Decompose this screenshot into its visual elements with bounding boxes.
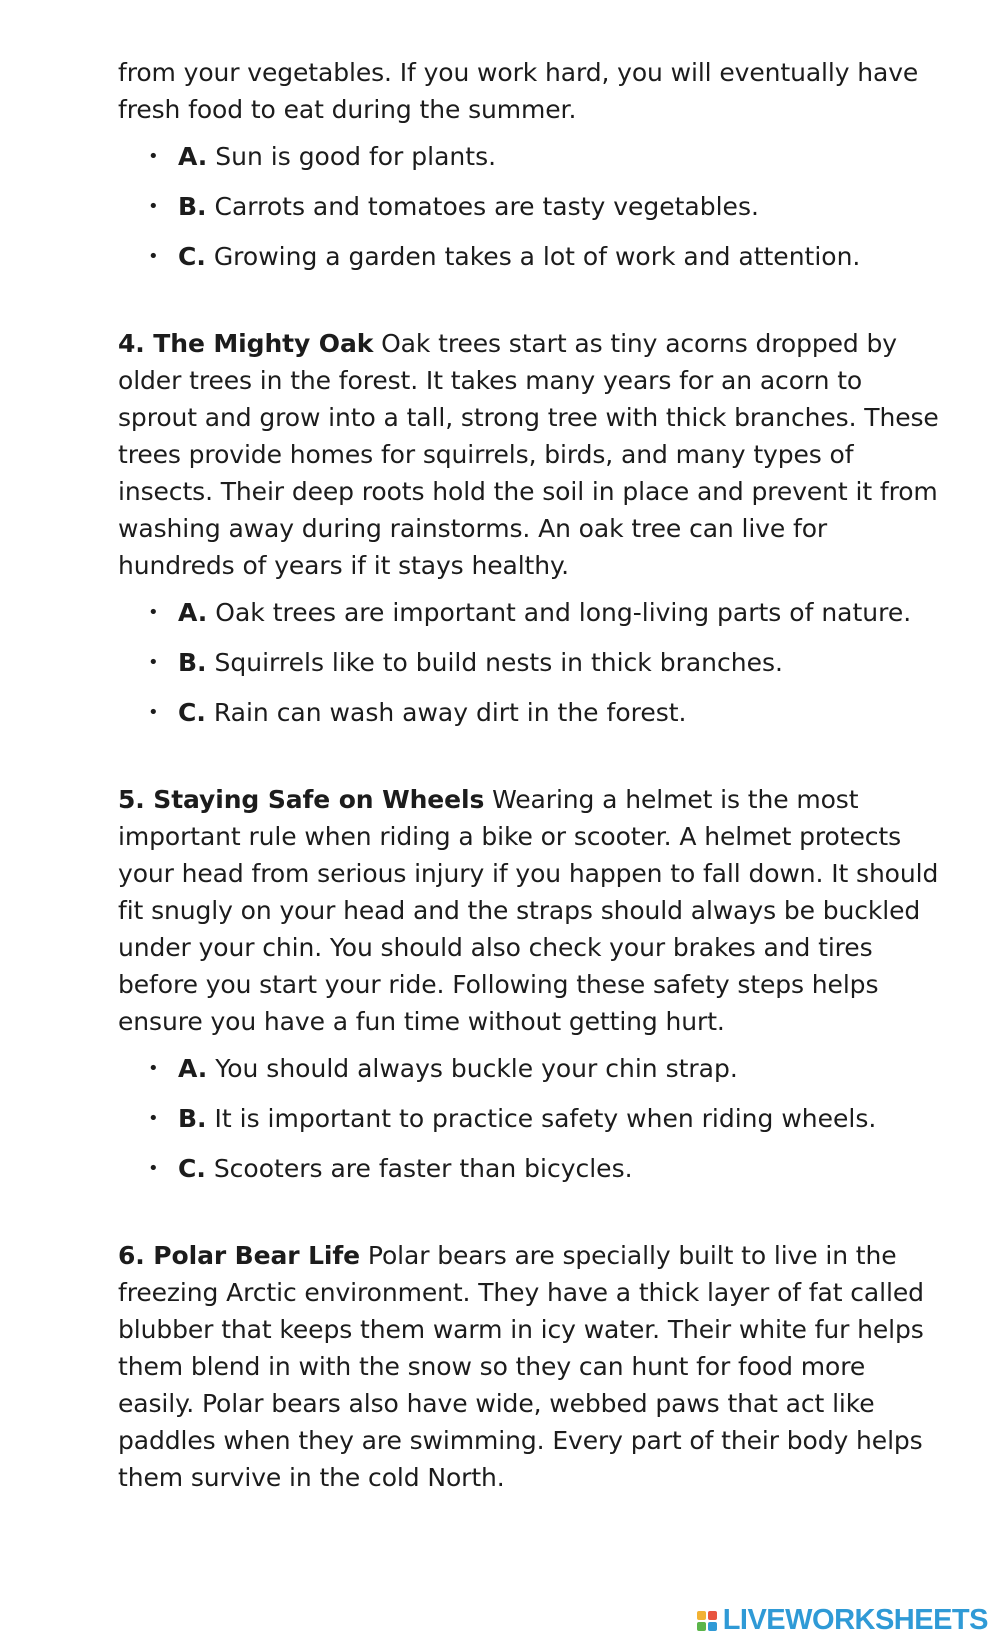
option-text: Scooters are faster than bicycles. (213, 1154, 633, 1183)
option-letter: A. (178, 142, 208, 171)
option-text: Carrots and tomatoes are tasty vegetables. (214, 192, 759, 221)
answer-option-a[interactable] (118, 1050, 948, 1087)
option-letter: C. (178, 698, 206, 727)
bullet-icon: • (148, 652, 159, 673)
answer-option-b[interactable] (118, 1100, 948, 1137)
answer-option-c[interactable] (118, 238, 948, 275)
answer-option-a[interactable] (118, 594, 948, 631)
logo-square-icon (697, 1611, 706, 1620)
option-text: You should always buckle your chin strap. (215, 1054, 738, 1083)
answer-option-c[interactable] (118, 1150, 948, 1187)
logo-square-icon (708, 1611, 717, 1620)
option-letter: A. (178, 1054, 208, 1083)
option-text: It is important to practice safety when riding wheels. (214, 1104, 877, 1133)
option-letter: A. (178, 598, 208, 627)
passage-body (118, 781, 948, 1040)
option-letter: B. (178, 1104, 207, 1133)
passage-body (118, 1237, 948, 1496)
passage-6 (118, 1237, 948, 1496)
bullet-icon: • (148, 702, 159, 723)
bullet-icon: • (148, 1058, 159, 1079)
option-text: Sun is good for plants. (215, 142, 497, 171)
passage-title: 5. Staying Safe on Wheels (118, 785, 485, 814)
worksheet-page (118, 54, 948, 1496)
passage-text: Oak trees start as tiny acorns dropped by older trees in the forest. It takes many years for an acorn to sprout and grow into a tall, strong tree with thick branches. These trees provide homes for squirrels, birds, and many types of insects. Their deep roots hold the soil in place and prevent it from washing away during rainstorms. An oak tree can live for hundreds of years if it stays healthy. (118, 329, 939, 580)
answer-options (118, 138, 948, 275)
answer-option-b[interactable] (118, 644, 948, 681)
answer-options (118, 1050, 948, 1187)
option-text: Squirrels like to build nests in thick branches. (214, 648, 783, 677)
option-letter: B. (178, 192, 207, 221)
passage-body: from your vegetables. If you work hard, you will eventually have fresh food to eat during the summer. (118, 58, 919, 124)
bullet-icon: • (148, 1108, 159, 1129)
answer-option-c[interactable] (118, 694, 948, 731)
option-letter: C. (178, 242, 206, 271)
bullet-icon: • (148, 602, 159, 623)
passage-text: Wearing a helmet is the most important rule when riding a bike or scooter. A helmet protects your head from serious injury if you happen to fall down. It should fit snugly on your head and the straps should always be buckled under your chin. You should also check your brakes and tires before you start your ride. Following these safety steps helps ensure you have a fun time without getting hurt. (118, 785, 939, 1036)
passage-4 (118, 325, 948, 731)
answer-option-b[interactable] (118, 188, 948, 225)
option-text: Rain can wash away dirt in the forest. (213, 698, 687, 727)
option-text: Growing a garden takes a lot of work and attention. (213, 242, 861, 271)
passage-title: 4. The Mighty Oak (118, 329, 374, 358)
logo-text: LIVEWORKSHEETS (722, 1604, 988, 1636)
answer-option-a[interactable] (118, 138, 948, 175)
option-letter: B. (178, 648, 207, 677)
bullet-icon: • (148, 246, 159, 267)
answer-options (118, 594, 948, 731)
passage-title: 6. Polar Bear Life (118, 1241, 361, 1270)
passage-5 (118, 781, 948, 1187)
logo-square-icon (708, 1622, 717, 1631)
passage-3-continuation (118, 54, 948, 275)
bullet-icon: • (148, 146, 159, 167)
liveworksheets-logo (697, 1604, 988, 1637)
option-letter: C. (178, 1154, 206, 1183)
option-text: Oak trees are important and long-living parts of nature. (215, 598, 912, 627)
passage-text: Polar bears are specially built to live in the freezing Arctic environment. They have a thick layer of fat called blubber that keeps them warm in icy water. Their white fur helps them blend in with the snow so they can hunt for food more easily. Polar bears also have wide, webbed paws that act like paddles when they are swimming. Every part of their body helps them survive in the cold North. (118, 1241, 924, 1492)
logo-square-icon (697, 1622, 706, 1631)
bullet-icon: • (148, 196, 159, 217)
passage-body (118, 325, 948, 584)
liveworksheets-logo-icon (697, 1611, 717, 1631)
bullet-icon: • (148, 1158, 159, 1179)
